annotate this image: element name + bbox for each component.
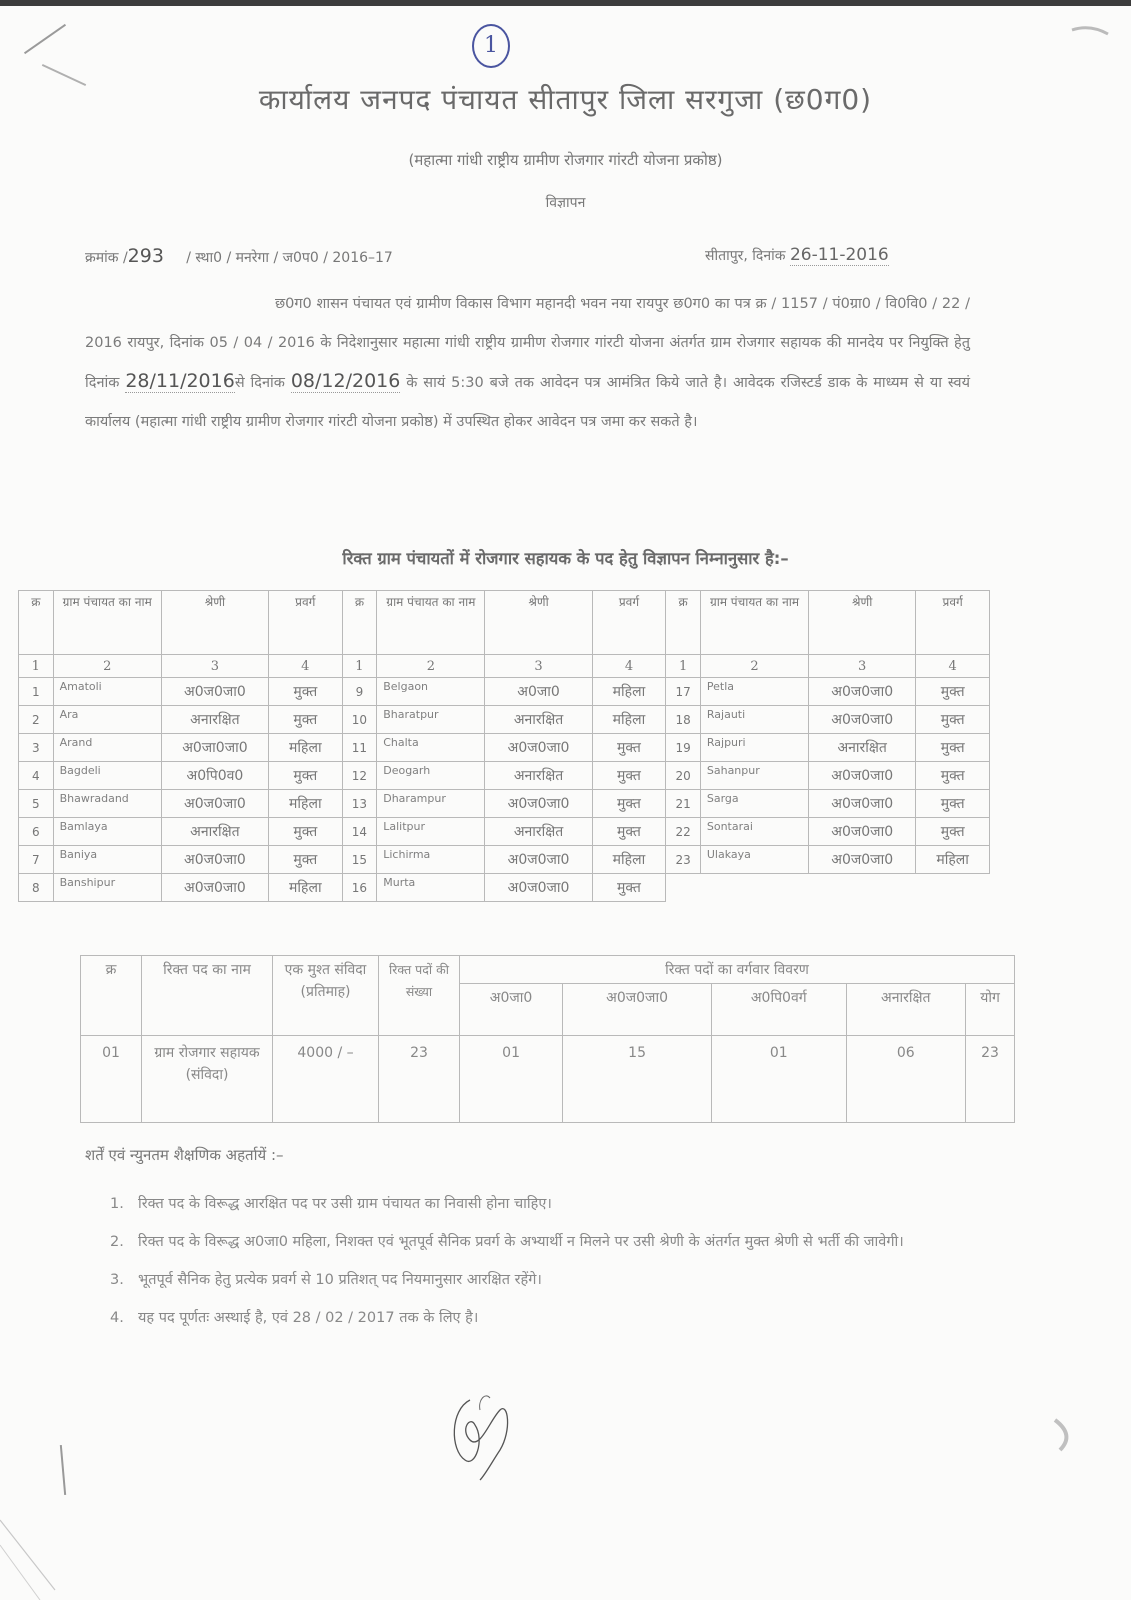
col-header-sn: क्र	[666, 591, 701, 655]
col-header-category: श्रेणी	[485, 591, 592, 655]
vacancy-cell-name: Ara	[53, 706, 161, 734]
vacancy-cell-subcategory: मुक्त	[592, 818, 666, 846]
col-num: 4	[592, 655, 666, 678]
scan-corner-lines	[0, 1510, 60, 1600]
summary-header-obc: अ0पि0वर्ग	[712, 984, 847, 1036]
office-subtitle: (महात्मा गांधी राष्ट्रीय ग्रामीण रोजगार गांरटी योजना प्रकोष्ठ)	[408, 151, 723, 169]
summary-header-sn: क्र	[81, 956, 142, 1036]
vacancy-cell-sn: 19	[666, 734, 701, 762]
vacancy-cell-category: अ0ज0जा0	[161, 678, 268, 706]
vacancy-cell-sn: 2	[19, 706, 54, 734]
vacancy-cell-sn: 5	[19, 790, 54, 818]
vacancy-row	[19, 818, 990, 846]
summary-st: 15	[563, 1036, 712, 1123]
col-num: 3	[809, 655, 916, 678]
office-title: कार्यालय जनपद पंचायत सीतापुर जिला सरगुजा (छ0ग0)	[258, 83, 873, 116]
scan-smudge	[1070, 20, 1110, 40]
col-num: 3	[161, 655, 268, 678]
vacancy-cell-subcategory: मुक्त	[916, 818, 990, 846]
scan-top-edge	[0, 0, 1131, 6]
vacancy-cell-subcategory: महिला	[268, 734, 342, 762]
ref-prefix: क्रमांक /	[85, 250, 128, 266]
vacancy-cell-category: अनारक्षित	[809, 734, 916, 762]
summary-obc: 01	[712, 1036, 847, 1123]
vacancy-cell-name: Rajauti	[700, 706, 808, 734]
date-handwritten: 26-11-2016	[789, 245, 889, 265]
notice-paragraph	[85, 285, 970, 441]
vacancy-cell-name: Banshipur	[53, 874, 161, 902]
vacancy-cell-category: अनारक्षित	[485, 762, 592, 790]
vacancy-cell-subcategory: मुक्त	[916, 678, 990, 706]
vacancy-cell-category: अनारक्षित	[485, 818, 592, 846]
vacancy-row	[19, 762, 990, 790]
empty-cell	[666, 874, 701, 902]
col-header-sn: क्र	[342, 591, 377, 655]
vacancy-cell-sn: 16	[342, 874, 377, 902]
vacancy-cell-sn: 3	[19, 734, 54, 762]
vacancy-cell-subcategory: मुक्त	[916, 706, 990, 734]
term-number: 4.	[110, 1310, 124, 1326]
vacancy-header-row	[19, 591, 990, 655]
col-header-name: ग्राम पंचायत का नाम	[377, 591, 485, 655]
paragraph-text-2: से दिनांक	[234, 375, 285, 391]
vacancy-cell-category: अ0ज0जा0	[485, 790, 592, 818]
vacancy-cell-subcategory: महिला	[592, 846, 666, 874]
summary-header-count: रिक्त पदों की संख्या	[379, 956, 460, 1036]
col-header-sn: क्र	[19, 591, 54, 655]
vacancy-cell-sn: 17	[666, 678, 701, 706]
vacancy-row	[19, 678, 990, 706]
vacancy-cell-category: अ0ज0जा0	[485, 846, 592, 874]
vacancy-cell-name: Bharatpur	[377, 706, 485, 734]
term-text: रिक्त पद के विरूद्ध आरक्षित पद पर उसी ग्राम पंचायत का निवासी होना चाहिए।	[138, 1196, 552, 1212]
empty-cell	[809, 874, 916, 902]
vacancy-cell-subcategory: मुक्त	[592, 734, 666, 762]
vacancy-cell-category: अ0ज0जा0	[809, 846, 916, 874]
col-num: 4	[268, 655, 342, 678]
vacancy-cell-category: अ0जा0	[485, 678, 592, 706]
vacancy-cell-name: Deogarh	[377, 762, 485, 790]
col-header-name: ग्राम पंचायत का नाम	[53, 591, 161, 655]
vacancy-cell-sn: 21	[666, 790, 701, 818]
vacancy-cell-name: Amatoli	[53, 678, 161, 706]
vacancy-cell-category: अ0ज0जा0	[161, 846, 268, 874]
issue-date	[705, 245, 889, 265]
vacancy-cell-sn: 1	[19, 678, 54, 706]
col-header-subcategory: प्रवर्ग	[916, 591, 990, 655]
col-num: 1	[19, 655, 54, 678]
vacancy-cell-name: Dharampur	[377, 790, 485, 818]
term-text: भूतपूर्व सैनिक हेतु प्रत्येक प्रवर्ग से 10 प्रतिशत् पद नियमानुसार आरक्षित रहेंगे।	[138, 1272, 542, 1288]
col-num: 4	[916, 655, 990, 678]
vacancy-cell-subcategory: मुक्त	[592, 874, 666, 902]
vacancy-cell-sn: 20	[666, 762, 701, 790]
vacancy-cell-sn: 22	[666, 818, 701, 846]
vacancy-cell-sn: 6	[19, 818, 54, 846]
vacancy-cell-category: अ0ज0जा0	[809, 790, 916, 818]
vacancy-cell-subcategory: मुक्त	[268, 706, 342, 734]
vacancy-cell-subcategory: मुक्त	[592, 790, 666, 818]
vacancy-cell-name: Sontarai	[700, 818, 808, 846]
summary-header-breakdown: रिक्त पदों का वर्गवार विवरण	[460, 956, 1015, 984]
summary-salary: 4000 / –	[273, 1036, 379, 1123]
term-item	[110, 1261, 970, 1299]
terms-list	[110, 1185, 970, 1337]
vacancy-row	[19, 734, 990, 762]
vacancy-cell-category: अ0ज0जा0	[809, 678, 916, 706]
vacancy-cell-name: Ulakaya	[700, 846, 808, 874]
end-date-handwritten: 08/12/2016	[290, 370, 401, 392]
vacancy-cell-name: Chalta	[377, 734, 485, 762]
vacancy-cell-name: Bagdeli	[53, 762, 161, 790]
vacancy-cell-category: अ0ज0जा0	[485, 874, 592, 902]
vacancy-cell-category: अ0ज0जा0	[161, 874, 268, 902]
col-num: 1	[342, 655, 377, 678]
col-num: 2	[700, 655, 808, 678]
term-number: 2.	[110, 1234, 124, 1250]
vacancy-row	[19, 846, 990, 874]
vacancy-cell-sn: 8	[19, 874, 54, 902]
col-header-subcategory: प्रवर्ग	[592, 591, 666, 655]
col-header-subcategory: प्रवर्ग	[268, 591, 342, 655]
ref-suffix: / स्था0 / मनरेगा / ज0प0 / 2016–17	[186, 250, 393, 266]
vacancy-cell-subcategory: मुक्त	[268, 678, 342, 706]
empty-cell	[916, 874, 990, 902]
term-text: यह पद पूर्णतः अस्थाई है, एवं 28 / 02 / 2017 तक के लिए है।	[138, 1310, 479, 1326]
vacancy-table-heading: रिक्त ग्राम पंचायतों में रोजगार सहायक के पद हेतु विज्ञापन निम्नानुसार है:–	[342, 549, 789, 568]
vacancy-row	[19, 706, 990, 734]
paragraph-text-3: के सायं 5:30 बजे तक आवेदन पत्र आमंत्रित किये जाते है। आवेदक रजिस्टर्ड डाक के माध्यम से या स्वयं कार्यालय (महात्मा गांधी राष्ट्रीय ग्रामीण रोजगार गांरटी योजना प्रकोष्ठ) में उपस्थित होकर आवेदन पत्र जमा कर सकते है।	[85, 375, 971, 430]
empty-cell	[700, 874, 808, 902]
vacancy-cell-subcategory: महिला	[916, 846, 990, 874]
vacancy-cell-category: अनारक्षित	[161, 706, 268, 734]
margin-mark	[60, 1445, 66, 1495]
vacancy-cell-category: अनारक्षित	[161, 818, 268, 846]
summary-header-general: अनारक्षित	[846, 984, 966, 1036]
vacancy-cell-name: Lalitpur	[377, 818, 485, 846]
vacancy-row	[19, 874, 990, 902]
vacancy-cell-category: अ0जा0जा0	[161, 734, 268, 762]
terms-title: शर्तें एवं न्युनतम शैक्षणिक अहर्तायें :–	[85, 1146, 284, 1164]
vacancy-cell-name: Baniya	[53, 846, 161, 874]
term-item	[110, 1299, 970, 1337]
vacancy-cell-subcategory: मुक्त	[916, 790, 990, 818]
vacancy-cell-subcategory: महिला	[592, 678, 666, 706]
vacancy-cell-subcategory: मुक्त	[916, 762, 990, 790]
summary-general: 06	[846, 1036, 966, 1123]
vacancy-cell-sn: 18	[666, 706, 701, 734]
summary-table	[80, 955, 1015, 1123]
term-number: 3.	[110, 1272, 124, 1288]
vacancy-cell-name: Bamlaya	[53, 818, 161, 846]
summary-sn: 01	[81, 1036, 142, 1123]
col-header-category: श्रेणी	[809, 591, 916, 655]
vacancy-cell-subcategory: महिला	[268, 874, 342, 902]
term-item	[110, 1185, 970, 1223]
col-num: 1	[666, 655, 701, 678]
vacancy-cell-subcategory: महिला	[268, 790, 342, 818]
summary-sc: 01	[460, 1036, 563, 1123]
summary-count: 23	[379, 1036, 460, 1123]
vacancy-cell-subcategory: महिला	[592, 706, 666, 734]
vacancy-cell-name: Bhawradand	[53, 790, 161, 818]
vacancy-cell-name: Lichirma	[377, 846, 485, 874]
vacancy-cell-name: Sarga	[700, 790, 808, 818]
vacancy-cell-sn: 12	[342, 762, 377, 790]
document-type: विज्ञापन	[545, 195, 586, 211]
summary-header-total: योग	[966, 984, 1015, 1036]
term-text: रिक्त पद के विरूद्ध अ0जा0 महिला, निशक्त एवं भूतपूर्व सैनिक प्रवर्ग के अभ्यार्थी न मिलने पर उसी श्रेणी के अंतर्गत मुक्त श्रेणी से भर्ती की जावेगी।	[138, 1234, 904, 1250]
vacancy-cell-name: Murta	[377, 874, 485, 902]
vacancy-cell-sn: 4	[19, 762, 54, 790]
signature	[430, 1380, 540, 1490]
vacancy-cell-category: अ0पि0व0	[161, 762, 268, 790]
ref-number-handwritten: 293	[127, 245, 164, 267]
summary-post-name: ग्राम रोजगार सहायक (संविदा)	[142, 1036, 273, 1123]
vacancy-cell-name: Belgaon	[377, 678, 485, 706]
vacancy-cell-name: Sahanpur	[700, 762, 808, 790]
col-header-name: ग्राम पंचायत का नाम	[700, 591, 808, 655]
summary-header-st: अ0ज0जा0	[563, 984, 712, 1036]
vacancy-table	[18, 590, 990, 902]
vacancy-cell-sn: 13	[342, 790, 377, 818]
vacancy-cell-name: Arand	[53, 734, 161, 762]
vacancy-cell-sn: 9	[342, 678, 377, 706]
col-num: 2	[53, 655, 161, 678]
summary-header-sc: अ0जा0	[460, 984, 563, 1036]
vacancy-cell-subcategory: मुक्त	[916, 734, 990, 762]
vacancy-cell-category: अ0ज0जा0	[809, 706, 916, 734]
vacancy-cell-subcategory: मुक्त	[592, 762, 666, 790]
vacancy-cell-name: Petla	[700, 678, 808, 706]
term-item	[110, 1223, 970, 1261]
pen-mark	[24, 24, 66, 54]
reference-number	[85, 245, 393, 267]
col-header-category: श्रेणी	[161, 591, 268, 655]
date-label: सीतापुर, दिनांक	[705, 248, 786, 264]
summary-row	[81, 1036, 1015, 1123]
vacancy-cell-name: Rajpuri	[700, 734, 808, 762]
vacancy-cell-category: अ0ज0जा0	[809, 762, 916, 790]
summary-total: 23	[966, 1036, 1015, 1123]
vacancy-cell-category: अ0ज0जा0	[161, 790, 268, 818]
summary-header-post-name: रिक्त पद का नाम	[142, 956, 273, 1036]
vacancy-cell-sn: 23	[666, 846, 701, 874]
term-number: 1.	[110, 1196, 124, 1212]
vacancy-cell-subcategory: मुक्त	[268, 846, 342, 874]
vacancy-cell-sn: 11	[342, 734, 377, 762]
vacancy-cell-sn: 14	[342, 818, 377, 846]
vacancy-cell-category: अ0ज0जा0	[809, 818, 916, 846]
vacancy-cell-category: अनारक्षित	[485, 706, 592, 734]
column-number-row	[19, 655, 990, 678]
vacancy-row	[19, 790, 990, 818]
page-number-circle: 1	[472, 24, 510, 68]
col-num: 2	[377, 655, 485, 678]
vacancy-cell-sn: 7	[19, 846, 54, 874]
scan-smudge	[1050, 1415, 1085, 1455]
vacancy-cell-sn: 10	[342, 706, 377, 734]
paragraph-text-1: छ0ग0 शासन पंचायत एवं ग्रामीण विकास विभाग महानदी भवन नया रायपुर छ0ग0 का पत्र क्र / 1157 / पं0ग्रा0 / वि0वि0 / 22 / 2016 रायपुर, दिनांक 05 / 04 / 2016 के निदेशानुसार महात्मा गांधी राष्ट्रीय ग्रामीण रोजगार गांरटी योजना अंतर्गत ग्राम रोजगार सहायक की मानदेय पर नियुक्ति हेतु दिनांक	[85, 296, 970, 391]
vacancy-cell-subcategory: मुक्त	[268, 762, 342, 790]
summary-header-salary: एक मुश्त संविदा (प्रतिमाह)	[273, 956, 379, 1036]
col-num: 3	[485, 655, 592, 678]
start-date-handwritten: 28/11/2016	[125, 370, 235, 392]
vacancy-cell-subcategory: मुक्त	[268, 818, 342, 846]
vacancy-cell-sn: 15	[342, 846, 377, 874]
vacancy-cell-category: अ0ज0जा0	[485, 734, 592, 762]
